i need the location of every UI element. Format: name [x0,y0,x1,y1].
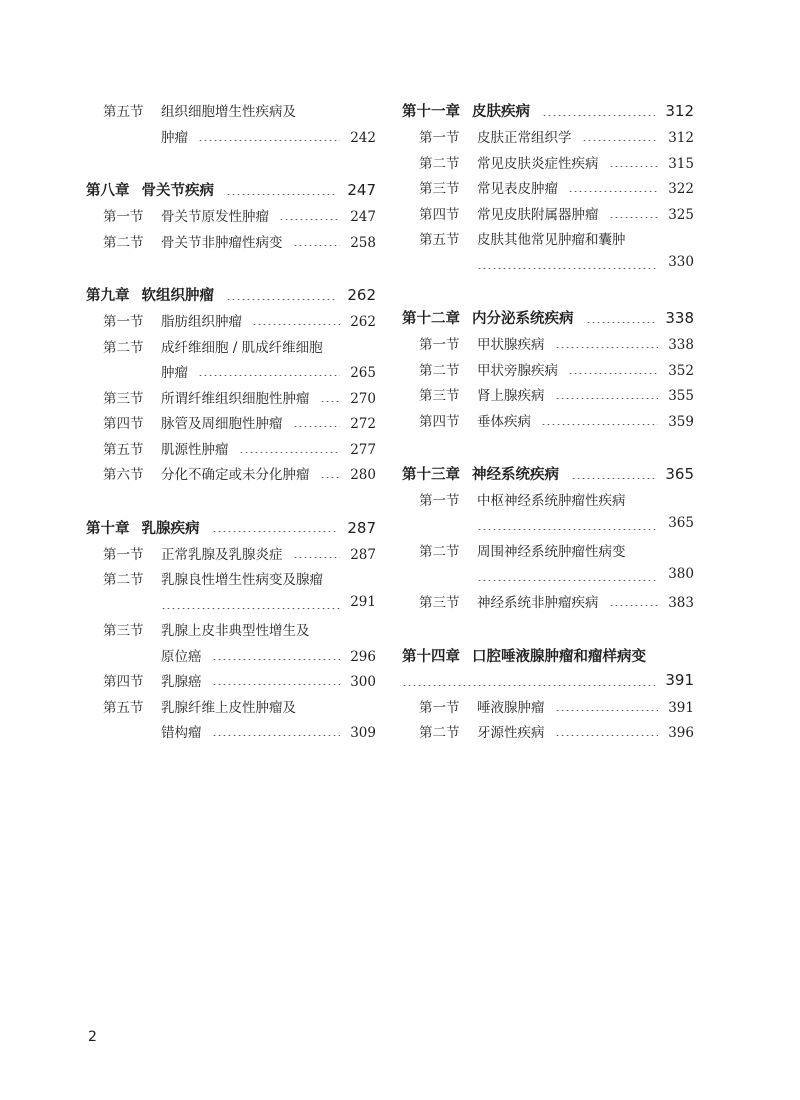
toc-section-entry[interactable] [402,177,694,203]
section-page: 262 [350,314,376,330]
chapter-title: 骨关节疾病 [141,183,214,199]
section-title: 皮肤正常组织学 [477,130,572,146]
section-page: 359 [668,413,694,430]
toc-chapter-heading[interactable] [402,463,694,489]
dot-leader [402,685,655,686]
toc-section-row [402,359,694,385]
chapter-number: 第十二章 [402,311,460,327]
toc-section-entry[interactable] [86,231,376,257]
section-number: 第一节 [419,699,460,716]
section-number: 第四节 [103,674,144,690]
chapter-page: 338 [665,309,694,327]
toc-section-row [86,126,376,152]
dot-leader [161,608,340,609]
section-title: 骨关节原发性肿瘤 [161,209,269,225]
chapter-title: 乳腺疾病 [141,520,200,537]
toc-section-row [402,228,694,254]
dot-leader [293,245,341,246]
toc-chapter-heading[interactable] [86,517,376,543]
section-number: 第三节 [419,388,460,404]
chapter-number: 第九章 [86,288,130,304]
section-page: 265 [350,365,376,381]
section-page: 383 [668,595,694,611]
toc-section-row [86,231,376,257]
dot-leader [609,605,659,606]
toc-section-entry[interactable] [402,410,694,436]
section-number: 第二节 [103,234,144,251]
section-title: 所谓纤维组织细胞性肿瘤 [161,390,310,407]
section-page: 296 [350,648,376,665]
section-title: 乳腺纤维上皮性肿瘤及 [161,699,296,716]
section-number: 第一节 [103,209,144,225]
toc-section-entry[interactable] [402,591,694,617]
chapter-heading-line [402,645,694,671]
section-number: 第三节 [419,595,460,611]
section-page: 391 [668,699,694,716]
toc-section-row [86,594,376,620]
section-title: 原位癌 [161,648,202,665]
dot-leader [239,452,341,453]
dot-leader [212,735,341,736]
chapter-page: 287 [347,518,376,537]
section-title: 常见表皮肿瘤 [477,181,558,197]
dot-leader [555,398,659,399]
toc-section-entry[interactable] [86,543,376,569]
dot-leader [279,219,340,220]
toc-section-row [86,387,376,413]
toc-section-entry[interactable] [402,359,694,385]
section-number: 第五节 [103,104,144,120]
section-page: 280 [350,467,376,483]
toc-section-entry[interactable] [86,670,376,696]
section-number: 第二节 [419,725,460,741]
toc-section-row [402,384,694,410]
toc-section-entry[interactable] [86,310,376,336]
toc-section-entry[interactable] [402,228,694,279]
section-number: 第六节 [103,467,144,483]
section-title: 皮肤其他常见肿瘤和囊肿 [477,232,626,248]
toc-section-entry[interactable] [402,333,694,359]
toc-section-row [402,203,694,229]
section-number: 第三节 [103,390,144,407]
page-number: 2 [88,1029,97,1045]
toc-section-entry[interactable] [402,721,694,747]
chapter-number: 第十四章 [402,648,460,665]
section-title: 错构瘤 [161,725,202,741]
section-number: 第一节 [419,130,460,146]
section-title: 正常乳腺及乳腺炎症 [161,546,283,563]
toc-section-row [86,463,376,489]
section-page: 309 [350,725,376,741]
toc-section-row [402,410,694,436]
toc-section-row [402,591,694,617]
dot-leader [477,580,658,581]
toc-section-row [86,438,376,464]
toc-section-row [86,205,376,231]
dot-leader [555,347,659,348]
section-title: 骨关节非肿瘤性病变 [161,234,283,251]
section-page: 247 [350,209,376,225]
toc-section-entry[interactable] [86,336,376,387]
toc-section-row [402,152,694,178]
section-page: 291 [350,593,376,610]
section-page: 365 [668,514,694,531]
toc-section-entry[interactable] [402,152,694,178]
toc-section-entry[interactable] [86,100,376,151]
chapter-number: 第十三章 [402,467,460,483]
dot-leader [582,140,659,141]
section-title: 神经系统非肿瘤疾病 [477,595,599,611]
section-page: 352 [668,362,694,379]
toc-right-column [402,100,694,747]
toc-section-row [402,566,694,592]
section-title: 甲状旁腺疾病 [477,362,558,379]
toc-section-entry[interactable] [86,205,376,231]
dot-leader [477,268,658,269]
section-number: 第五节 [419,232,460,248]
chapter-number: 第十一章 [402,104,460,120]
chapter-page: 365 [665,465,694,483]
dot-leader [212,684,341,685]
toc-section-row [86,721,376,747]
section-title: 常见皮肤炎症性疾病 [477,155,599,172]
section-page: 380 [668,565,694,582]
dot-leader [541,424,658,425]
section-page: 287 [350,546,376,563]
dot-leader [320,477,341,478]
section-page: 322 [668,181,694,197]
section-number: 第三节 [419,181,460,197]
toc-section-entry[interactable] [86,696,376,747]
toc-left-column [86,100,376,747]
toc-section-entry[interactable] [86,438,376,464]
chapter-number: 第十章 [86,520,130,537]
dot-leader [477,529,658,530]
dot-leader [586,322,656,323]
section-title: 肿瘤 [161,129,188,146]
section-title: 周围神经系统肿瘤性病变 [477,544,626,560]
toc-section-row [86,412,376,438]
toc-section-entry[interactable] [402,489,694,540]
section-title: 肿瘤 [161,365,188,381]
section-page: 312 [668,130,694,146]
chapter-title: 口腔唾液腺肿瘤和瘤样病变 [472,648,646,665]
dot-leader [320,401,341,402]
section-title: 组织细胞增生性疾病及 [161,104,296,120]
toc-section-entry[interactable] [86,387,376,413]
toc-section-row [86,336,376,362]
toc-section-row [86,568,376,594]
toc-section-entry[interactable] [86,619,376,670]
section-number: 第一节 [419,493,460,509]
section-title: 乳腺良性增生性病变及腺瘤 [161,572,323,588]
dot-leader [226,194,337,195]
toc-section-row [86,361,376,387]
dot-leader [212,531,338,532]
chapter-title: 内分泌系统疾病 [472,311,574,327]
toc-section-row [86,543,376,569]
toc-section-entry[interactable] [402,203,694,229]
chapter-title: 皮肤疾病 [472,104,530,120]
toc-section-row [86,670,376,696]
section-number: 第五节 [103,441,144,458]
toc-chapter-heading[interactable] [86,179,376,205]
section-page: 330 [668,253,694,270]
section-number: 第四节 [419,206,460,223]
toc-section-row [402,333,694,359]
section-number: 第一节 [419,337,460,353]
section-title: 乳腺癌 [161,674,202,690]
toc-section-row [86,310,376,336]
dot-leader [555,710,659,711]
section-page: 258 [350,234,376,251]
section-number: 第二节 [419,362,460,379]
section-number: 第二节 [103,572,144,588]
dot-leader [252,324,340,325]
toc-chapter-heading[interactable] [86,284,376,310]
section-page: 325 [668,206,694,223]
toc-section-entry[interactable] [402,126,694,152]
toc-section-entry[interactable] [402,540,694,591]
toc-section-entry[interactable] [86,463,376,489]
dot-leader [555,735,659,736]
dot-leader [571,478,655,479]
toc-section-row [402,721,694,747]
dot-leader [609,166,659,167]
section-number: 第二节 [419,155,460,172]
section-title: 脉管及周细胞性肿瘤 [161,416,283,432]
toc-section-row [402,126,694,152]
dot-leader [542,115,655,116]
section-title: 中枢神经系统肿瘤性疾病 [477,493,626,509]
chapter-number: 第八章 [86,183,130,199]
section-title: 常见皮肤附属器肿瘤 [477,206,599,223]
toc-section-row [86,619,376,645]
chapter-page-line [402,671,694,696]
toc-section-row [402,254,694,280]
toc-section-entry[interactable] [86,412,376,438]
dot-leader [293,557,341,558]
section-page: 396 [668,725,694,741]
toc-section-row [402,540,694,566]
section-title: 牙源性疾病 [477,725,545,741]
toc-section-row [86,696,376,722]
section-page: 270 [350,390,376,407]
dot-leader [293,426,341,427]
section-title: 脂肪组织肿瘤 [161,314,242,330]
section-title: 肾上腺疾病 [477,388,545,404]
section-title: 甲状腺疾病 [477,337,545,353]
section-number: 第一节 [103,314,144,330]
section-title: 唾液腺肿瘤 [477,699,545,716]
section-title: 垂体疾病 [477,413,531,430]
section-page: 338 [668,337,694,353]
toc-chapter-heading[interactable] [402,645,694,696]
section-page: 300 [350,674,376,690]
toc-chapter-heading[interactable] [402,307,694,333]
section-number: 第五节 [103,699,144,716]
dot-leader [198,140,340,141]
section-title: 分化不确定或未分化肿瘤 [161,467,310,483]
chapter-page: 312 [665,102,694,120]
dot-leader [226,299,337,300]
section-title: 乳腺上皮非典型性增生及 [161,623,310,639]
section-number: 第四节 [419,413,460,430]
toc-section-row [402,177,694,203]
toc-section-row [402,515,694,541]
toc-section-entry[interactable] [402,384,694,410]
dot-leader [198,375,340,376]
section-number: 第二节 [103,339,144,356]
section-page: 315 [668,155,694,172]
dot-leader [568,191,658,192]
toc-section-row [86,100,376,126]
section-number: 第一节 [103,546,144,563]
chapter-page: 391 [665,670,694,689]
section-page: 272 [350,416,376,432]
section-page: 355 [668,388,694,404]
section-title: 肌源性肿瘤 [161,441,229,458]
chapter-page: 247 [347,181,376,199]
section-title: 成纤维细胞 / 肌成纤维细胞 [161,339,323,356]
toc-section-entry[interactable] [402,696,694,722]
dot-leader [609,217,659,218]
section-page: 242 [350,129,376,146]
chapter-title: 软组织肿瘤 [141,288,214,304]
section-number: 第三节 [103,623,144,639]
dot-leader [568,373,658,374]
chapter-page: 262 [347,286,376,304]
section-number: 第二节 [419,544,460,560]
chapter-title: 神经系统疾病 [472,467,559,483]
toc-chapter-heading[interactable] [402,100,694,126]
section-number: 第四节 [103,416,144,432]
section-page: 277 [350,441,376,458]
dot-leader [212,659,341,660]
toc-section-row [402,489,694,515]
toc-section-row [86,645,376,671]
toc-section-entry[interactable] [86,568,376,619]
toc-section-row [402,696,694,722]
